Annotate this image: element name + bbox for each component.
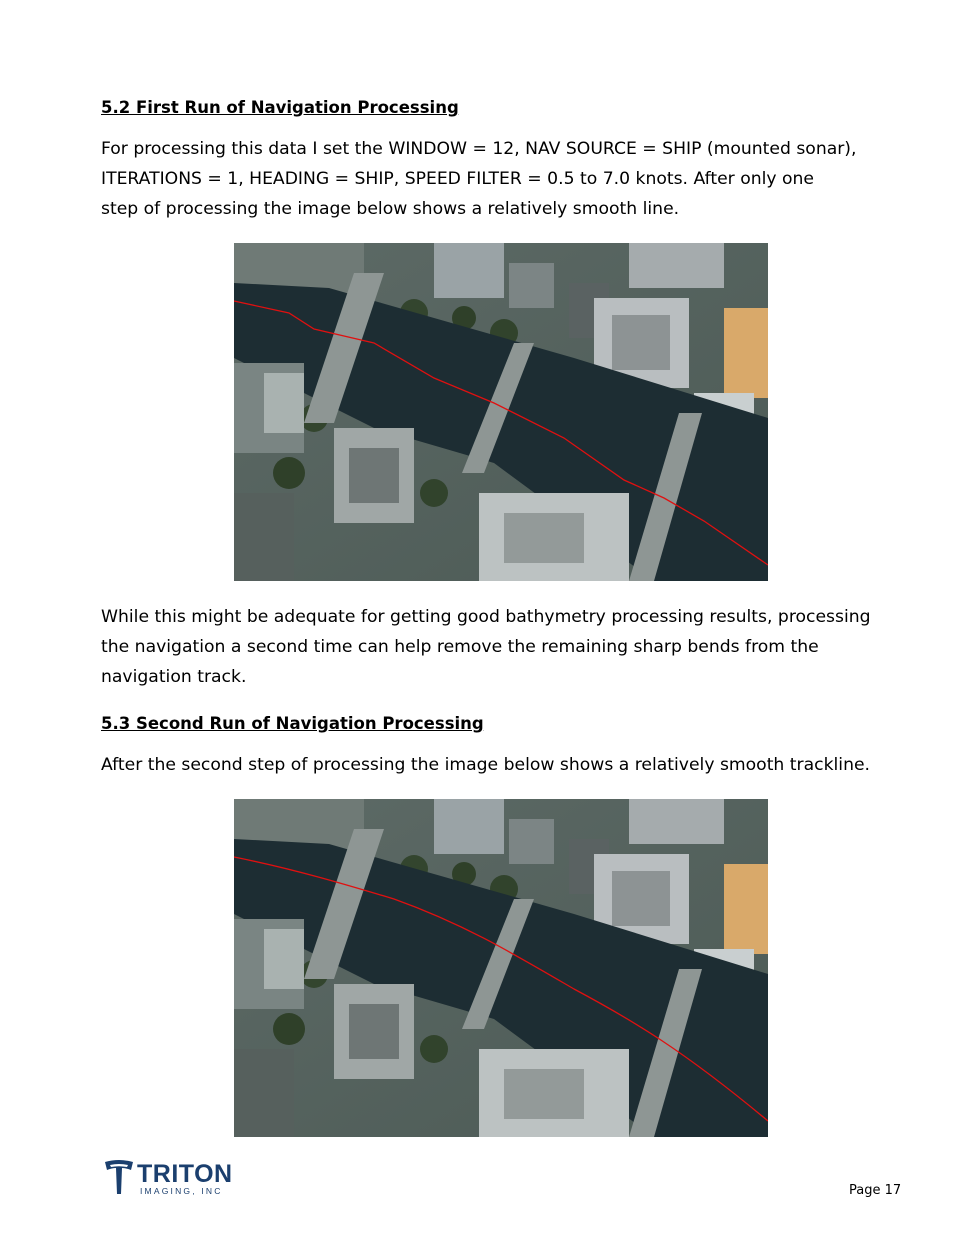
section-heading-5-3: 5.3 Second Run of Navigation Processing: [101, 714, 484, 733]
aerial-map-graphic-first: [234, 243, 768, 581]
section-5-2-followup-paragraph: [101, 602, 901, 692]
paragraph-line: For processing this data I set the WINDOW = 12, NAV SOURCE = SHIP (mounted sonar),: [101, 139, 857, 159]
section-5-3-paragraph: [101, 750, 901, 780]
page-number: Page 17: [849, 1183, 902, 1198]
triton-logo: [104, 1158, 234, 1200]
paragraph-line: ITERATIONS = 1, HEADING = SHIP, SPEED FILTER = 0.5 to 7.0 knots. After only one: [101, 169, 815, 189]
logo-subtitle-text: IMAGING, INC: [140, 1186, 223, 1196]
logo-name-text: TRITON: [137, 1160, 233, 1188]
section-5-2-paragraph: [101, 134, 901, 224]
aerial-map-graphic-second: [234, 799, 768, 1137]
paragraph-line: While this might be adequate for getting good bathymetry processing results, processing: [101, 607, 871, 627]
paragraph-line: the navigation a second time can help remove the remaining sharp bends from the: [101, 637, 819, 657]
paragraph-line: navigation track.: [101, 667, 247, 687]
paragraph-line: After the second step of processing the image below shows a relatively smooth trackline.: [101, 755, 871, 775]
second-run-aerial-image: [234, 799, 768, 1137]
section-heading-5-2: 5.2 First Run of Navigation Processing: [101, 98, 459, 117]
triton-trident-icon: [104, 1158, 134, 1196]
first-run-aerial-image: [234, 243, 768, 581]
paragraph-line: step of processing the image below shows a relatively smooth line.: [101, 199, 680, 219]
